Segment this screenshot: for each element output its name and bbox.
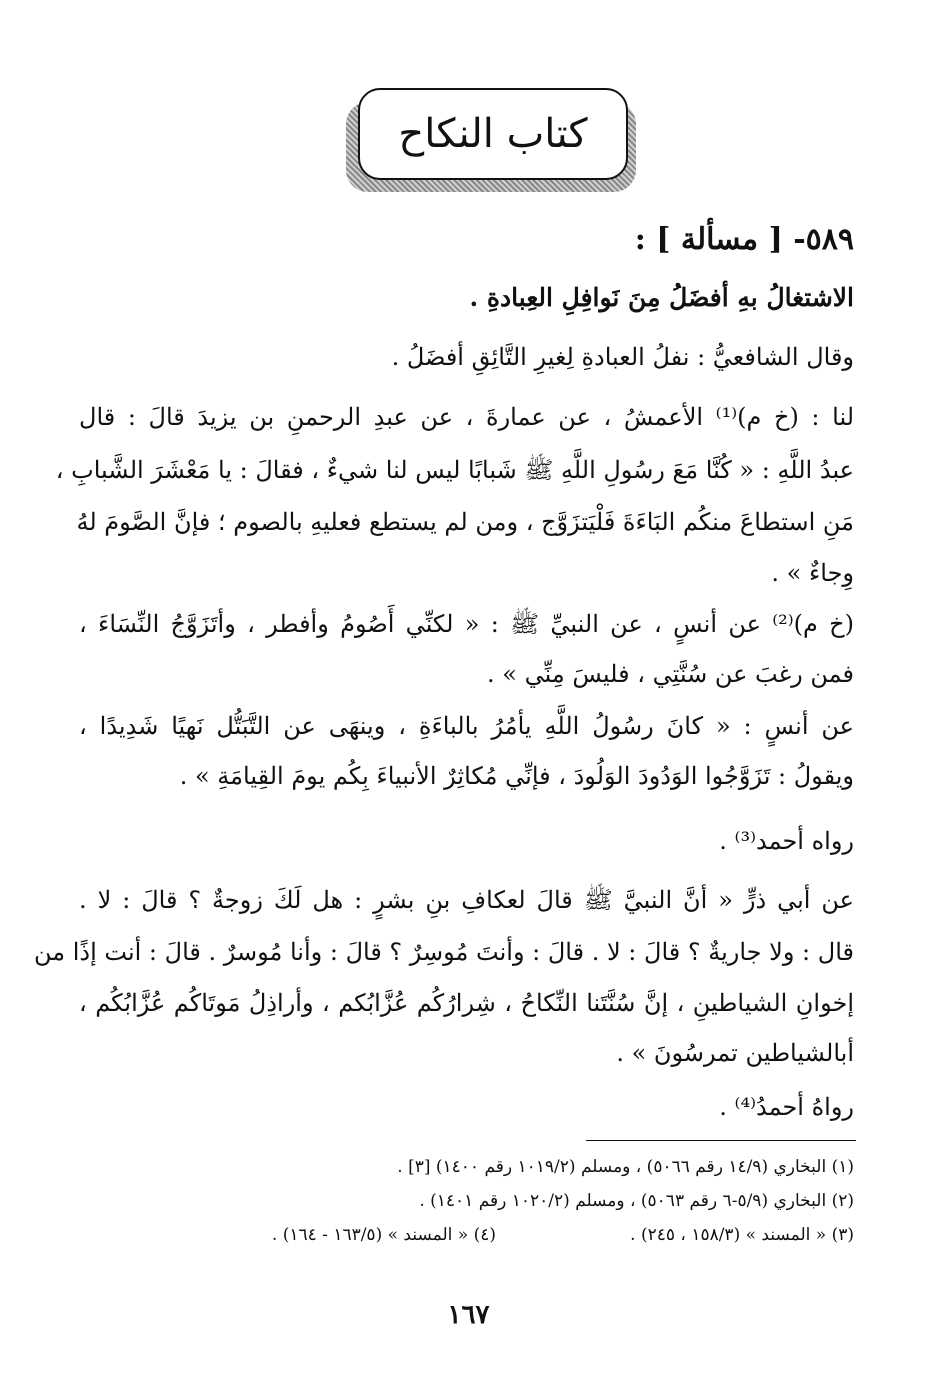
chapter-title-box: [358, 88, 628, 180]
footnote-separator: [586, 1140, 856, 1141]
issue-statement: الاشتغالُ بهِ أفضَلُ مِنَ نَوافِلِ العِبادةِ .: [469, 283, 854, 312]
text-line: رواهُ أحمدُ⁽⁴⁾ .: [719, 1093, 854, 1121]
footnote-2: (٢) البخاري (٥/٩-٦ رقم ٥٠٦٣) ، ومسلم (١٠٢٠/٢ رقم ١٤٠١) .: [419, 1191, 854, 1211]
opponent-view: وقال الشافعيُّ : نفلُ العبادةِ لِغيرِ التَّائِقِ أفضَلُ .: [391, 343, 854, 371]
page-number: ١٦٧: [447, 1300, 490, 1330]
text-line: عن أبي ذرٍّ « أنَّ النبيَّ ﷺ قالَ لعكافِ بنِ بشرٍ : هل لَكَ زوجةٌ ؟ قالَ : لا .: [79, 886, 854, 914]
text-line: قال : ولا جاريةٌ ؟ قالَ : لا . قالَ : وأنتَ مُوسِرٌ ؟ قالَ : وأنا مُوسرٌ . قالَ : أنت إذًا من: [33, 938, 854, 966]
issue-heading: ٥٨٩- [ مسألة ] :: [634, 222, 854, 257]
text-line: إخوانِ الشياطينِ ، إنَّ سُنَّتَنا النِّكاحُ ، شِرارُكُم عُزَّابُكم ، وأراذِلُ مَوتَاكُم عُزَّابُكُم ،: [79, 989, 854, 1017]
text-line: لنا : (خ م)⁽¹⁾ الأعمشُ ، عن عمارةَ ، عن عبدِ الرحمنِ بن يزيدَ قالَ : قال: [79, 403, 855, 431]
text-line: رواه أحمد⁽³⁾ .: [719, 827, 854, 855]
text-line: عبدُ اللَّهِ : « كُنَّا مَعَ رسُولِ اللَّهِ ﷺ شَبابًا ليس لنا شيءٌ ، فقالَ : يا مَعْشَرَ الشَّبابِ ،: [55, 456, 854, 484]
text-line: (خ م)⁽²⁾ عن أنسٍ ، عن النبيِّ ﷺ : « لكنِّي أَصُومُ وأفطر ، وأتَزَوَّجُ النِّسَاءَ ،: [79, 610, 854, 638]
text-line: أبالشياطين تمرسُونَ » .: [616, 1039, 854, 1067]
chapter-title: كتاب النكاح: [398, 111, 588, 157]
footnote-1: (١) البخاري (١٤/٩ رقم ٥٠٦٦) ، ومسلم (١٠١٩/٢ رقم ١٤٠٠) [٣] .: [397, 1157, 854, 1177]
text-line: ويقولُ : تَزَوَّجُوا الوَدُودَ الوَلُودَ ، فإنِّي مُكاثِرٌ الأنبياءَ بِكُم يومَ القِيامَةِ » .: [179, 762, 854, 790]
footnote-3: (٣) « المسند » (١٥٨/٣ ، ٢٤٥) .: [630, 1225, 854, 1245]
footnote-4: (٤) « المسند » (١٦٣/٥ - ١٦٤) .: [271, 1225, 496, 1245]
text-line: عن أنسٍ : « كانَ رسُولُ اللَّهِ يأمُرُ بالباءَةِ ، وينهَى عن التَّبَتُّل نَهيًا شَدِيدًا ،: [79, 712, 854, 740]
text-line: مَنِ استطاعَ منكُم البَاءَةَ فَلْيَتزَوَّج ، ومن لم يستطع فعليهِ بالصوم ؛ فإنَّ الصَّومَ لهُ: [76, 508, 854, 536]
text-line: وِجاءٌ » .: [771, 559, 854, 587]
text-line: فمن رغبَ عن سُنَّتِي ، فليسَ مِنِّي » .: [487, 660, 854, 688]
